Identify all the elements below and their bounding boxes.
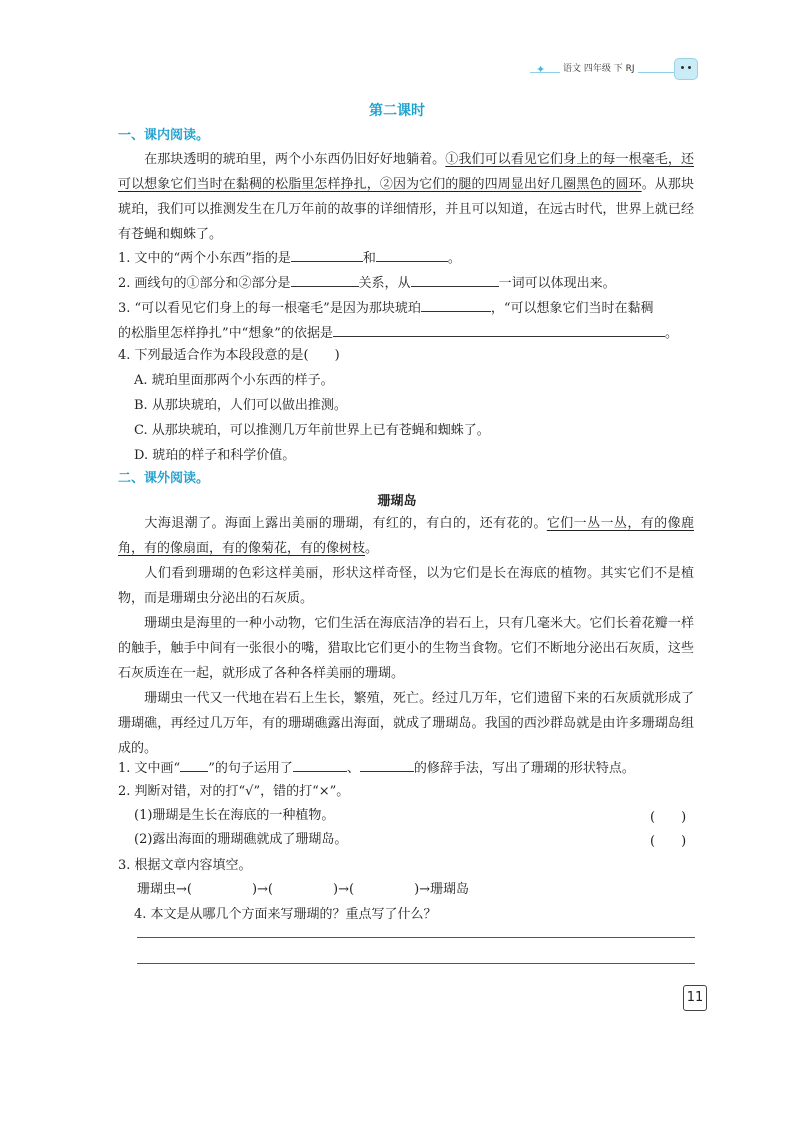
answer-blank[interactable] [411, 272, 499, 287]
underline-sample [180, 757, 208, 772]
question-2-4: 4. 本文是从哪几个方面来写珊瑚的？重点写了什么？ [134, 907, 437, 922]
fill-chain: 珊瑚虫→( )→( )→( )→珊瑚岛 [137, 882, 470, 897]
question-2-1: 1. 文中画“ ”的句子运用了 、 的修辞手法，写出了珊瑚的形状特点。 [118, 757, 698, 779]
subject-label: 语文 四年级 下 RJ [560, 61, 638, 74]
page-number: 11 [683, 985, 707, 1011]
answer-blank[interactable] [293, 757, 347, 772]
answer-blank[interactable] [421, 297, 491, 312]
option-b[interactable]: B. 从那块琥珀，人们可以做出推测。 [134, 398, 347, 413]
answer-blank[interactable] [291, 272, 359, 287]
passage-title: 珊瑚岛 [377, 494, 417, 509]
judge-answer-2[interactable]: ( ) [650, 834, 687, 849]
question-2-2: 2. 判断对错，对的打“√”，错的打“×”。 [118, 784, 350, 799]
passage1-underlined: ①我们可以看见它们身上的每一根毫毛，还可以想象它们当时在黏稠的松脂里怎样挣扎，②因为它们的腿的四周显出好几圈黑色的圆环 [118, 152, 694, 192]
question-1-1: 1. 文中的“两个小东西”指的是 和 。 [118, 247, 698, 269]
question-1-2: 2. 画线句的①部分和②部分是 关系，从 一词可以体现出来。 [118, 272, 698, 294]
page-header [530, 58, 700, 80]
question-1-3: 3. “可以看见它们身上的每一根毫毛”是因为那块琥珀 ，“可以想象它们当时在黏稠 [118, 297, 698, 319]
question-1-4: 4. 下列最适合作为本段段意的是( ) [118, 348, 340, 363]
lesson-title: 第二课时 [369, 103, 425, 119]
reading-passage-2-p1: 大海退潮了。海面上露出美丽的珊瑚，有红的，有白的，还有花的。它们一丛一丛，有的像鹿角，有的像扇面，有的像菊花，有的像树枝。 [118, 516, 694, 556]
question-2-3: 3. 根据文章内容填空。 [118, 858, 252, 873]
reading-passage-2-p3: 珊瑚虫是海里的一种小动物，它们生活在海底洁净的岩石上，只有几毫米大。它们长着花瓣一样的触手，触手中间有一张很小的嘴，猎取比它们更小的生物当食物。它们不断地分泌出石灰质，这些石灰质连在一起，就形成了各种各样美丽的珊瑚。 [118, 616, 694, 681]
reading-passage-2-p4: 珊瑚虫一代又一代地在岩石上生长，繁殖，死亡。经过几万年，它们遗留下来的石灰质就形成了珊瑚礁，再经过几万年，有的珊瑚礁露出海面，就成了珊瑚岛。我国的西沙群岛就是由许多珊瑚岛组成的。 [118, 691, 694, 756]
passage1-sentence-c: 。从那块琥珀，我们可以推测发生在几万年前的故事的详细情形，并且可以知道，在远古时代，世界上就已经有苍蝇和蜘蛛了。 [118, 177, 694, 242]
passage2-underlined: 它们一丛一丛，有的像鹿角，有的像扇面，有的像菊花，有的像树枝 [118, 516, 694, 556]
mascot-icon [674, 58, 698, 80]
section-heading-1: 一、课内阅读。 [118, 128, 210, 143]
section-heading-2: 二、课外阅读。 [118, 471, 210, 486]
judge-item-1: (1)珊瑚是生长在海底的一种植物。 [134, 808, 335, 823]
answer-blank[interactable] [376, 247, 448, 262]
answer-blank[interactable] [360, 757, 414, 772]
answer-line[interactable] [137, 963, 695, 964]
judge-answer-1[interactable]: ( ) [650, 810, 687, 825]
reading-passage-2-p2: 人们看到珊瑚的色彩这样美丽，形状这样奇怪，以为它们是长在海底的植物。其实它们不是植物，而是珊瑚虫分泌出的石灰质。 [118, 566, 694, 606]
option-c[interactable]: C. 从那块琥珀，可以推测几万年前世界上已有苍蝇和蜘蛛了。 [134, 423, 490, 438]
reading-passage-1 [118, 147, 694, 247]
answer-blank[interactable] [291, 247, 363, 262]
judge-item-2: (2)露出海面的珊瑚礁就成了珊瑚岛。 [134, 832, 348, 847]
question-1-3-cont: 的松脂里怎样挣扎”中“想象”的依据是 。 [118, 322, 698, 344]
option-d[interactable]: D. 琥珀的样子和科学价值。 [134, 448, 296, 463]
star-icon: ✦ [536, 63, 546, 76]
option-a[interactable]: A. 琥珀里面那两个小东西的样子。 [134, 373, 334, 388]
answer-blank[interactable] [333, 322, 665, 337]
passage1-sentence-a: 在那块透明的琥珀里，两个小东西仍旧好好地躺着。 [144, 152, 446, 167]
answer-line[interactable] [137, 937, 695, 938]
